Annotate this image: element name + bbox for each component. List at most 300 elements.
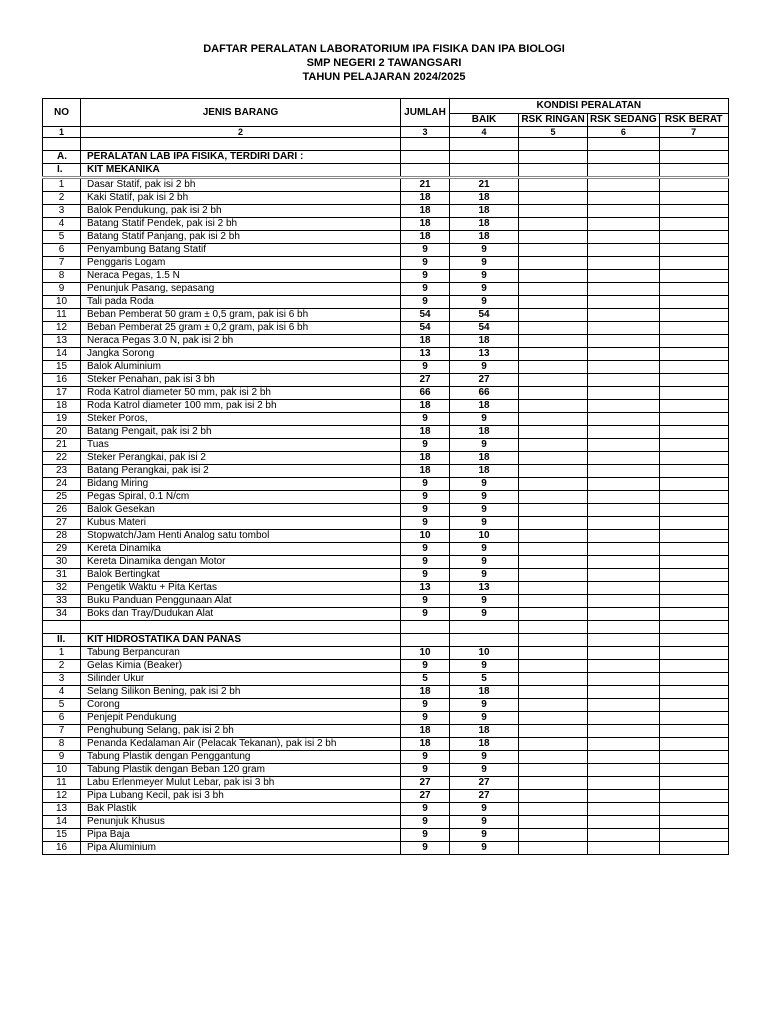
table-row [43, 322, 729, 335]
section-label: KIT HIDROSTATIKA DAN PANAS [81, 634, 401, 647]
item-no: 1 [43, 178, 81, 192]
item-baik: 9 [450, 296, 519, 309]
item-jumlah: 9 [401, 816, 450, 829]
item-no: 6 [43, 244, 81, 257]
item-no: 11 [43, 309, 81, 322]
table-row [43, 192, 729, 205]
section-2-row [43, 634, 729, 647]
item-name: Kubus Materi [81, 517, 401, 530]
item-baik: 9 [450, 595, 519, 608]
item-rsk-sedang [588, 686, 660, 699]
item-jumlah: 9 [401, 413, 450, 426]
item-name: Penghubung Selang, pak isi 2 bh [81, 725, 401, 738]
item-name: Kaki Statif, pak isi 2 bh [81, 192, 401, 205]
item-rsk-berat [659, 192, 728, 205]
item-name: Bidang Miring [81, 478, 401, 491]
item-jumlah: 9 [401, 543, 450, 556]
item-baik: 13 [450, 582, 519, 595]
item-rsk-berat [659, 595, 728, 608]
item-name: Jangka Sorong [81, 348, 401, 361]
item-name: Kereta Dinamika [81, 543, 401, 556]
item-name: Neraca Pegas, 1.5 N [81, 270, 401, 283]
item-baik: 27 [450, 790, 519, 803]
index-cell: 1 [43, 127, 81, 138]
item-jumlah: 9 [401, 595, 450, 608]
item-name: Labu Erlenmeyer Mulut Lebar, pak isi 3 bh [81, 777, 401, 790]
item-rsk-ringan [519, 452, 588, 465]
item-no: 15 [43, 829, 81, 842]
item-jumlah: 9 [401, 296, 450, 309]
item-rsk-ringan [519, 283, 588, 296]
section-1-row [43, 164, 729, 178]
item-name: Boks dan Tray/Dudukan Alat [81, 608, 401, 621]
item-no: 4 [43, 686, 81, 699]
item-rsk-ringan [519, 387, 588, 400]
item-rsk-sedang [588, 543, 660, 556]
item-jumlah: 10 [401, 647, 450, 660]
item-baik: 18 [450, 400, 519, 413]
item-jumlah: 9 [401, 361, 450, 374]
item-no: 24 [43, 478, 81, 491]
item-rsk-ringan [519, 673, 588, 686]
item-rsk-ringan [519, 205, 588, 218]
table-row [43, 452, 729, 465]
item-name: Batang Pengait, pak isi 2 bh [81, 426, 401, 439]
item-baik: 9 [450, 517, 519, 530]
item-name: Roda Katrol diameter 100 mm, pak isi 2 bh [81, 400, 401, 413]
item-no: 2 [43, 660, 81, 673]
item-baik: 18 [450, 738, 519, 751]
item-no: 27 [43, 517, 81, 530]
item-rsk-ringan [519, 595, 588, 608]
item-jumlah: 18 [401, 231, 450, 244]
item-rsk-ringan [519, 608, 588, 621]
item-rsk-berat [659, 673, 728, 686]
item-no: 13 [43, 335, 81, 348]
item-rsk-sedang [588, 309, 660, 322]
item-no: 11 [43, 777, 81, 790]
item-name: Balok Aluminium [81, 361, 401, 374]
item-rsk-ringan [519, 647, 588, 660]
item-rsk-ringan [519, 478, 588, 491]
item-no: 29 [43, 543, 81, 556]
item-baik: 18 [450, 426, 519, 439]
item-no: 2 [43, 192, 81, 205]
item-baik: 9 [450, 257, 519, 270]
item-jumlah: 18 [401, 192, 450, 205]
item-rsk-berat [659, 569, 728, 582]
table-row [43, 439, 729, 452]
table-row [43, 205, 729, 218]
item-jumlah: 21 [401, 178, 450, 192]
item-jumlah: 18 [401, 725, 450, 738]
item-baik: 9 [450, 829, 519, 842]
item-no: 13 [43, 803, 81, 816]
item-rsk-sedang [588, 192, 660, 205]
table-row [43, 803, 729, 816]
table-row [43, 270, 729, 283]
item-jumlah: 5 [401, 673, 450, 686]
item-name: Pengetik Waktu + Pita Kertas [81, 582, 401, 595]
item-rsk-berat [659, 439, 728, 452]
item-jumlah: 10 [401, 530, 450, 543]
item-rsk-sedang [588, 517, 660, 530]
item-no: 31 [43, 569, 81, 582]
item-name: Pipa Baja [81, 829, 401, 842]
header-jumlah: JUMLAH [401, 99, 450, 127]
item-baik: 9 [450, 842, 519, 855]
item-baik: 21 [450, 178, 519, 192]
table-row [43, 218, 729, 231]
item-jumlah: 9 [401, 439, 450, 452]
item-baik: 9 [450, 569, 519, 582]
table-row [43, 699, 729, 712]
header-jenis-barang: JENIS BARANG [81, 99, 401, 127]
item-name: Batang Statif Pendek, pak isi 2 bh [81, 218, 401, 231]
table-row [43, 751, 729, 764]
item-rsk-berat [659, 829, 728, 842]
item-jumlah: 18 [401, 335, 450, 348]
item-rsk-berat [659, 413, 728, 426]
item-rsk-ringan [519, 322, 588, 335]
item-rsk-sedang [588, 413, 660, 426]
item-name: Balok Bertingkat [81, 569, 401, 582]
item-no: 33 [43, 595, 81, 608]
item-no: 16 [43, 374, 81, 387]
item-baik: 9 [450, 660, 519, 673]
item-name: Pipa Aluminium [81, 842, 401, 855]
item-rsk-ringan [519, 660, 588, 673]
item-jumlah: 18 [401, 400, 450, 413]
item-name: Bak Plastik [81, 803, 401, 816]
table-row [43, 348, 729, 361]
item-jumlah: 27 [401, 790, 450, 803]
item-jumlah: 9 [401, 712, 450, 725]
item-jumlah: 9 [401, 283, 450, 296]
item-rsk-sedang [588, 205, 660, 218]
item-jumlah: 9 [401, 842, 450, 855]
item-no: 7 [43, 725, 81, 738]
item-rsk-berat [659, 452, 728, 465]
table-row [43, 569, 729, 582]
item-rsk-sedang [588, 660, 660, 673]
item-rsk-sedang [588, 231, 660, 244]
table-row [43, 387, 729, 400]
header-kondisi: KONDISI PERALATAN [450, 99, 729, 114]
item-baik: 9 [450, 413, 519, 426]
item-no: 12 [43, 790, 81, 803]
item-jumlah: 9 [401, 660, 450, 673]
item-baik: 18 [450, 192, 519, 205]
item-baik: 9 [450, 478, 519, 491]
item-rsk-ringan [519, 439, 588, 452]
table-row [43, 231, 729, 244]
item-no: 7 [43, 257, 81, 270]
table-row [43, 517, 729, 530]
table-row [43, 491, 729, 504]
item-no: 12 [43, 322, 81, 335]
table-row [43, 764, 729, 777]
item-rsk-ringan [519, 231, 588, 244]
item-jumlah: 13 [401, 582, 450, 595]
item-rsk-sedang [588, 283, 660, 296]
item-rsk-ringan [519, 491, 588, 504]
item-rsk-berat [659, 530, 728, 543]
item-name: Penyambung Batang Statif [81, 244, 401, 257]
table-row [43, 400, 729, 413]
header-rsk-berat: RSK BERAT [659, 114, 728, 127]
item-rsk-berat [659, 335, 728, 348]
item-rsk-ringan [519, 803, 588, 816]
item-no: 14 [43, 348, 81, 361]
item-rsk-ringan [519, 686, 588, 699]
item-jumlah: 9 [401, 751, 450, 764]
index-cell: 5 [519, 127, 588, 138]
item-rsk-ringan [519, 192, 588, 205]
item-rsk-berat [659, 777, 728, 790]
item-no: 18 [43, 400, 81, 413]
header-rsk-sedang: RSK SEDANG [588, 114, 660, 127]
item-baik: 9 [450, 361, 519, 374]
item-rsk-berat [659, 361, 728, 374]
item-rsk-ringan [519, 218, 588, 231]
item-rsk-ringan [519, 751, 588, 764]
item-name: Beban Pemberat 25 gram ± 0,2 gram, pak isi 6 bh [81, 322, 401, 335]
item-rsk-ringan [519, 699, 588, 712]
item-rsk-sedang [588, 335, 660, 348]
item-no: 8 [43, 738, 81, 751]
item-rsk-ringan [519, 413, 588, 426]
item-name: Stopwatch/Jam Henti Analog satu tombol [81, 530, 401, 543]
item-rsk-sedang [588, 777, 660, 790]
item-rsk-sedang [588, 790, 660, 803]
item-no: 16 [43, 842, 81, 855]
item-no: 30 [43, 556, 81, 569]
item-baik: 18 [450, 452, 519, 465]
table-row [43, 413, 729, 426]
index-cell: 4 [450, 127, 519, 138]
item-rsk-ringan [519, 738, 588, 751]
item-rsk-ringan [519, 725, 588, 738]
item-baik: 18 [450, 231, 519, 244]
item-baik: 54 [450, 322, 519, 335]
item-rsk-sedang [588, 842, 660, 855]
item-jumlah: 18 [401, 465, 450, 478]
title-line-2: SMP NEGERI 2 TAWANGSARI [306, 57, 462, 69]
item-name: Penanda Kedalaman Air (Pelacak Tekanan), pak isi 2 bh [81, 738, 401, 751]
item-jumlah: 18 [401, 686, 450, 699]
item-rsk-sedang [588, 556, 660, 569]
item-rsk-berat [659, 686, 728, 699]
item-name: Pegas Spiral, 0.1 N/cm [81, 491, 401, 504]
table-row [43, 504, 729, 517]
item-rsk-berat [659, 608, 728, 621]
index-cell: 6 [588, 127, 660, 138]
table-row [43, 244, 729, 257]
item-rsk-ringan [519, 517, 588, 530]
item-jumlah: 27 [401, 777, 450, 790]
item-baik: 9 [450, 439, 519, 452]
item-name: Balok Pendukung, pak isi 2 bh [81, 205, 401, 218]
item-rsk-berat [659, 582, 728, 595]
index-cell: 7 [659, 127, 728, 138]
table-row [43, 283, 729, 296]
table-row [43, 543, 729, 556]
item-rsk-berat [659, 309, 728, 322]
title-line-1: DAFTAR PERALATAN LABORATORIUM IPA FISIKA DAN IPA BIOLOGI [203, 43, 565, 55]
table-row [43, 426, 729, 439]
header-rsk-ringan: RSK RINGAN [519, 114, 588, 127]
item-baik: 27 [450, 374, 519, 387]
item-rsk-ringan [519, 257, 588, 270]
item-no: 10 [43, 764, 81, 777]
table-row [43, 335, 729, 348]
item-name: Silinder Ukur [81, 673, 401, 686]
table-row [43, 829, 729, 842]
item-rsk-sedang [588, 504, 660, 517]
item-rsk-ringan [519, 426, 588, 439]
item-rsk-sedang [588, 569, 660, 582]
item-rsk-sedang [588, 270, 660, 283]
item-jumlah: 9 [401, 504, 450, 517]
item-rsk-berat [659, 543, 728, 556]
item-jumlah: 9 [401, 244, 450, 257]
item-rsk-berat [659, 296, 728, 309]
item-baik: 9 [450, 270, 519, 283]
item-rsk-ringan [519, 764, 588, 777]
item-rsk-berat [659, 699, 728, 712]
item-rsk-berat [659, 348, 728, 361]
item-rsk-berat [659, 790, 728, 803]
item-no: 15 [43, 361, 81, 374]
item-rsk-sedang [588, 322, 660, 335]
item-rsk-sedang [588, 257, 660, 270]
item-rsk-sedang [588, 608, 660, 621]
item-baik: 5 [450, 673, 519, 686]
blank-row [43, 621, 729, 634]
item-no: 3 [43, 205, 81, 218]
item-name: Penunjuk Khusus [81, 816, 401, 829]
item-name: Dasar Statif, pak isi 2 bh [81, 178, 401, 192]
table-row [43, 361, 729, 374]
item-baik: 18 [450, 205, 519, 218]
table-row [43, 647, 729, 660]
item-jumlah: 9 [401, 491, 450, 504]
item-jumlah: 13 [401, 348, 450, 361]
item-jumlah: 18 [401, 452, 450, 465]
item-name: Balok Gesekan [81, 504, 401, 517]
item-no: 20 [43, 426, 81, 439]
item-rsk-ringan [519, 309, 588, 322]
table-row [43, 712, 729, 725]
item-no: 19 [43, 413, 81, 426]
item-name: Tuas [81, 439, 401, 452]
item-rsk-sedang [588, 178, 660, 192]
item-baik: 18 [450, 686, 519, 699]
item-rsk-berat [659, 244, 728, 257]
item-name: Buku Panduan Penggunaan Alat [81, 595, 401, 608]
item-baik: 9 [450, 244, 519, 257]
item-jumlah: 9 [401, 270, 450, 283]
index-cell: 2 [81, 127, 401, 138]
inventory-table [42, 98, 729, 855]
item-rsk-ringan [519, 816, 588, 829]
item-rsk-berat [659, 374, 728, 387]
item-no: 32 [43, 582, 81, 595]
item-jumlah: 9 [401, 608, 450, 621]
item-rsk-sedang [588, 348, 660, 361]
item-baik: 9 [450, 712, 519, 725]
item-baik: 18 [450, 725, 519, 738]
item-rsk-berat [659, 478, 728, 491]
table-row [43, 842, 729, 855]
item-name: Tabung Plastik dengan Penggantung [81, 751, 401, 764]
section-code: II. [43, 634, 81, 647]
item-rsk-berat [659, 517, 728, 530]
item-rsk-ringan [519, 244, 588, 257]
item-baik: 9 [450, 751, 519, 764]
item-name: Batang Perangkai, pak isi 2 [81, 465, 401, 478]
item-rsk-berat [659, 257, 728, 270]
item-rsk-sedang [588, 751, 660, 764]
table-header [43, 99, 729, 138]
item-rsk-ringan [519, 829, 588, 842]
item-rsk-sedang [588, 829, 660, 842]
item-no: 10 [43, 296, 81, 309]
item-rsk-berat [659, 842, 728, 855]
item-rsk-ringan [519, 400, 588, 413]
item-no: 21 [43, 439, 81, 452]
item-rsk-sedang [588, 478, 660, 491]
item-rsk-berat [659, 556, 728, 569]
item-rsk-sedang [588, 712, 660, 725]
item-baik: 9 [450, 764, 519, 777]
item-jumlah: 54 [401, 309, 450, 322]
item-name: Steker Perangkai, pak isi 2 [81, 452, 401, 465]
table-row [43, 178, 729, 192]
item-jumlah: 9 [401, 803, 450, 816]
item-name: Penggaris Logam [81, 257, 401, 270]
item-rsk-berat [659, 218, 728, 231]
item-rsk-berat [659, 803, 728, 816]
item-rsk-sedang [588, 725, 660, 738]
item-rsk-ringan [519, 842, 588, 855]
item-no: 25 [43, 491, 81, 504]
document-title [0, 42, 768, 84]
table-row [43, 478, 729, 491]
table-row [43, 465, 729, 478]
item-name: Kereta Dinamika dengan Motor [81, 556, 401, 569]
item-baik: 9 [450, 556, 519, 569]
item-no: 8 [43, 270, 81, 283]
item-rsk-sedang [588, 426, 660, 439]
item-jumlah: 18 [401, 218, 450, 231]
item-baik: 18 [450, 335, 519, 348]
item-rsk-ringan [519, 374, 588, 387]
section-code: A. [43, 151, 81, 164]
header-index-row [43, 127, 729, 138]
item-baik: 9 [450, 283, 519, 296]
item-name: Corong [81, 699, 401, 712]
item-rsk-ringan [519, 504, 588, 517]
item-jumlah: 18 [401, 205, 450, 218]
item-rsk-berat [659, 426, 728, 439]
item-baik: 9 [450, 699, 519, 712]
section-label: KIT MEKANIKA [81, 164, 401, 178]
item-name: Tabung Plastik dengan Beban 120 gram [81, 764, 401, 777]
header-baik: BAIK [450, 114, 519, 127]
table-row [43, 790, 729, 803]
